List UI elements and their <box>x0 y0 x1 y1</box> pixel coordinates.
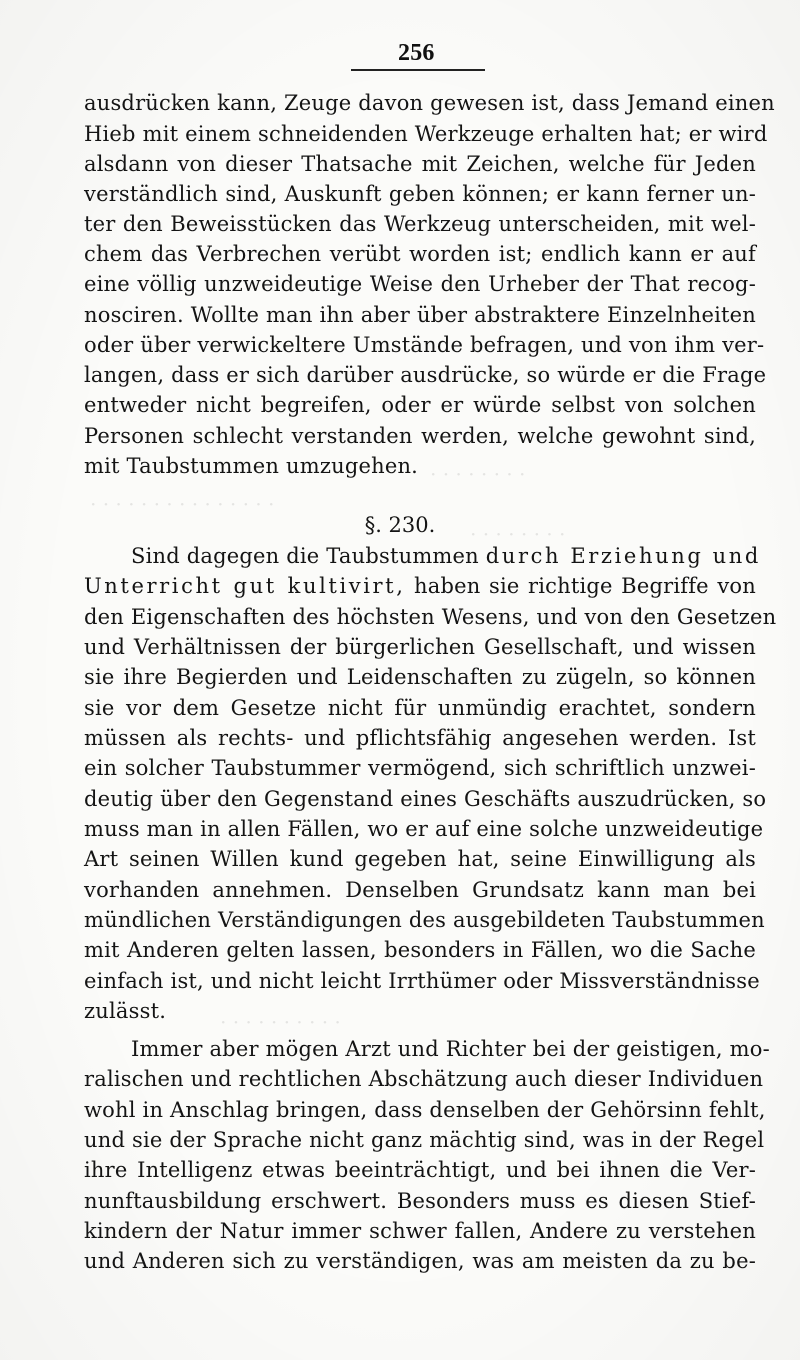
text-line: oder über verwickeltere Umstände befragen, und von ihm ver- <box>84 333 765 357</box>
page-number: 256 <box>398 40 435 66</box>
header-rule <box>351 69 485 71</box>
text-line: einfach ist, und nicht leicht Irrthümer oder Missverständnisse <box>84 969 760 993</box>
text-line: chem das Verbrechen verübt worden ist; endlich kann er auf <box>84 242 756 266</box>
spaced-emphasis: durch Erziehung und <box>485 544 761 568</box>
text-line: nosciren. Wollte man ihn aber über abstraktere Einzelnheiten <box>84 303 756 327</box>
text-line: zulässt. <box>84 999 167 1023</box>
text-line: müssen als rechts- und pflichtsfähig angesehen werden. Ist <box>84 726 756 750</box>
text-line: und Anderen sich zu verständigen, was am meisten da zu be- <box>84 1249 756 1273</box>
spaced-emphasis: Unterricht gut kultivirt, <box>84 574 406 598</box>
text-line: mit Taubstummen umzugehen. <box>84 454 419 478</box>
line-rest: haben sie richtige Begriffe von <box>414 574 756 598</box>
text-line: muss man in allen Fällen, wo er auf eine solche unzweideutige <box>84 817 764 841</box>
text-line: mündlichen Verständigungen des ausgebildeten Taubstummen <box>84 908 765 932</box>
text-line: Art seinen Willen kund gegeben hat, seine Einwilligung als <box>84 847 756 871</box>
text-line: vorhanden annehmen. Denselben Grundsatz kann man bei <box>84 878 756 902</box>
show-through-decoration: · · · · · · · · <box>470 522 566 546</box>
text-line: ralischen und rechtlichen Abschätzung auch dieser Individuen <box>84 1067 764 1091</box>
text-line: und Verhältnissen der bürgerlichen Gesellschaft, und wissen <box>84 635 756 659</box>
text-line: ein solcher Taubstummer vermögend, sich schriftlich unzwei- <box>84 756 756 780</box>
text-line: verständlich sind, Auskunft geben können; er kann ferner un- <box>84 182 756 206</box>
text-line: wohl in Anschlag bringen, dass denselben der Gehörsinn fehlt, <box>84 1098 766 1122</box>
text-line-first <box>131 541 761 571</box>
show-through-decoration: · · · · · · · · · · <box>220 1010 341 1034</box>
text-line: sie vor dem Gesetze nicht für unmündig erachtet, sondern <box>84 696 756 720</box>
text-line: kindern der Natur immer schwer fallen, Andere zu verstehen <box>84 1219 756 1243</box>
text-line: alsdann von dieser Thatsache mit Zeichen, welche für Jeden <box>84 152 756 176</box>
text-line <box>84 571 756 601</box>
text-line: nunftausbildung erschwert. Besonders muss es diesen Stief- <box>84 1189 756 1213</box>
text-line: deutig über den Gegenstand eines Geschäfts auszudrücken, so <box>84 787 767 811</box>
text-line: eine völlig unzweideutige Weise den Urheber der That recog- <box>84 272 756 296</box>
text-line-first: Immer aber mögen Arzt und Richter bei der geistigen, mo- <box>131 1037 770 1061</box>
section-heading: §. 230. <box>364 513 436 537</box>
text-line: Hieb mit einem schneidenden Werkzeuge erhalten hat; er wird <box>84 122 768 146</box>
text-line: den Eigenschaften des höchsten Wesens, und von den Gesetzen <box>84 605 777 629</box>
text-line: Personen schlecht verstanden werden, welche gewohnt sind, <box>84 424 756 448</box>
show-through-decoration: · · · · · · · · <box>430 462 526 486</box>
text-line: ausdrücken kann, Zeuge davon gewesen ist, dass Jemand einen <box>84 91 775 115</box>
text-line: ter den Beweisstücken das Werkzeug unterscheiden, mit wel- <box>84 212 756 236</box>
text-line: mit Anderen gelten lassen, besonders in Fällen, wo die Sache <box>84 938 756 962</box>
lead-words: Sind dagegen die Taubstummen <box>131 544 479 568</box>
text-line: und sie der Sprache nicht ganz mächtig sind, was in der Regel <box>84 1128 765 1152</box>
text-line: ihre Intelligenz etwas beeinträchtigt, und bei ihnen die Ver- <box>84 1158 756 1182</box>
text-line: langen, dass er sich darüber ausdrücke, so würde er die Frage <box>84 363 767 387</box>
text-line: sie ihre Begierden und Leidenschaften zu zügeln, so können <box>84 665 756 689</box>
show-through-decoration: · · · · · · · · · · · · · · · <box>90 492 275 516</box>
text-line: entweder nicht begreifen, oder er würde selbst von solchen <box>84 393 756 417</box>
